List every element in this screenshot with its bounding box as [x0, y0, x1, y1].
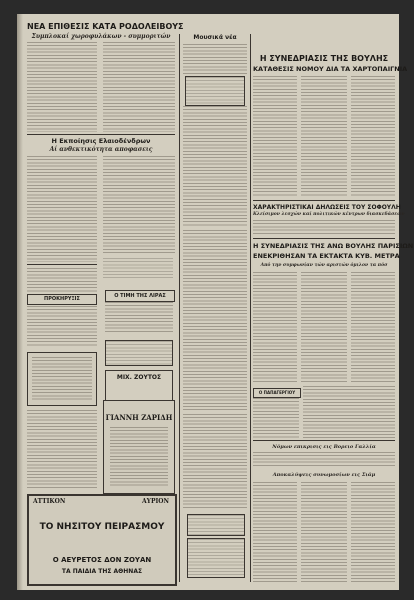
middle-text-d — [183, 414, 247, 510]
right-text-c — [351, 76, 395, 196]
section2-text-a — [27, 156, 97, 262]
right-text-i — [303, 386, 395, 438]
right-headline-5: ΕΝΕΚΡΙΘΗΣΑΝ ΤΑ ΕΚΤΑΚΤΑ ΚΥΒ. ΜΕΤΡΑ — [253, 252, 400, 260]
right-headline-4: Η ΣΥΝΕΔΡΙΑΣΙΣ ΤΗΣ ΑΝΩ ΒΟΥΛΗΣ ΠΑΡΙΣΙΩΝ — [253, 242, 414, 250]
right-section — [253, 54, 414, 584]
film-title-3: ΤΑ ΠΑΙΔΙΑ ΤΗΣ ΑΘΗΝΑΣ — [61, 568, 143, 575]
small-ad-c — [105, 340, 173, 366]
newspaper-page — [17, 14, 414, 590]
section2-text-b — [103, 156, 175, 254]
right-text-l — [301, 482, 347, 582]
right-text-a — [253, 76, 297, 196]
zaridi-name: ΓΙΑΝΝΗ ΖΑΡΙΔΗ — [105, 413, 173, 422]
right-text-f — [301, 272, 347, 382]
papagergiou-box: Ο ΠΑΠΑΓΕΡΓΙΟΥ — [253, 388, 301, 398]
right-subsection-2: Αποκαλύψεις συνωμοσίων εις Σιάμ — [272, 472, 376, 478]
notice-text — [27, 268, 97, 292]
notice-box: ΠΡΟΚΗΡΥΞΙΣ — [27, 294, 97, 305]
classified-ad — [27, 352, 97, 406]
left-misc-text — [27, 410, 97, 490]
cinema-tomorrow: ΑΥΡΙΟΝ — [142, 498, 169, 505]
divider — [253, 200, 395, 201]
section2-subtitle: Αί ανθεκτικότητα αποφασεις — [49, 146, 153, 153]
left-article-text-a — [27, 42, 97, 132]
left-headline: ΝΕΑ ΕΠΙΘΕΣΙΣ ΚΑΤΑ ΡΟΔΟΛΕΙΒΟΥΣ — [27, 22, 184, 31]
right-subhead-5: Από την συμφωνίαν τών αριστών όμιλον τα πόσ — [260, 263, 388, 268]
divider — [253, 238, 395, 239]
film-title: ΤΟ ΝΗΣΙΤΟΥ ΠΕΙΡΑΣΜΟΥ — [39, 522, 165, 532]
middle-ad-b — [187, 514, 245, 536]
cinema-ad — [27, 494, 177, 586]
right-headline-3: ΧΑΡΑΚΤΗΡΙΣΤΙΚΑΙ ΔΗΛΩΣΕΙΣ ΤΟΥ ΣΟΦΟΥΛΗ — [253, 204, 401, 211]
column-rule — [250, 34, 251, 582]
right-text-e — [253, 272, 297, 382]
middle-ad-c — [187, 538, 245, 578]
column-rule — [179, 34, 180, 582]
middle-ad-a — [185, 76, 245, 106]
middle-header: Μουσικά νέα — [193, 34, 237, 41]
right-subsection: Νόμων επικρισις εις Βορειο Γαλλία — [272, 444, 376, 450]
page-fold-shadow — [17, 14, 23, 590]
left-column — [27, 22, 184, 582]
cinema-name: ΑΤΤΙΚΟΝ — [33, 498, 66, 505]
zaridi-ad — [103, 400, 175, 494]
zoutos-ad — [105, 370, 173, 402]
middle-text-b — [183, 106, 247, 226]
left-subhead: Συμπλοκαί χωροφυλάκων - συμμοριτών — [31, 33, 171, 40]
lira-table — [105, 302, 173, 334]
notice-body — [27, 306, 97, 346]
middle-column — [183, 34, 247, 584]
divider — [27, 134, 175, 135]
middle-text-a — [183, 44, 247, 74]
right-text-j — [253, 452, 395, 468]
ad-small-a — [103, 258, 173, 280]
right-subhead-3: Κλείσιμον λεσχών καί πολιτικών κέντρων διασκεδάσεων — [253, 212, 405, 217]
film-title-2: Ο ΑΕΥΡΕΤΟΣ ΔΟΝ ΖΟΥΑΝ — [52, 556, 152, 564]
right-text-g — [351, 272, 395, 382]
right-text-b — [301, 76, 347, 196]
left-article-text-b — [103, 42, 175, 132]
right-text-d — [253, 220, 395, 236]
section2-title: Η Εκποίησις Ελαιοδένδρων — [51, 137, 151, 145]
right-text-m — [351, 482, 395, 582]
divider — [253, 440, 395, 441]
zoutos-name: ΜΙΧ. ΖΟΥΤΟΣ — [116, 374, 162, 381]
right-headline-1: Η ΣΥΝΕΔΡΙΑΣΙΣ ΤΗΣ ΒΟΥΛΗΣ — [259, 54, 389, 63]
right-text-k — [253, 482, 297, 582]
right-headline-2: ΚΑΤΑΘΕΣΙΣ ΝΟΜΟΥ ΔΙΑ ΤΑ ΧΑΡΤΟΠΑΙΓΝΙΑ — [253, 65, 408, 73]
middle-text-c — [183, 230, 247, 410]
lira-box: Ο ΤΙΜΗ ΤΗΣ ΛΙΡΑΣ — [105, 290, 175, 302]
divider — [27, 264, 97, 265]
right-text-h — [253, 398, 299, 438]
